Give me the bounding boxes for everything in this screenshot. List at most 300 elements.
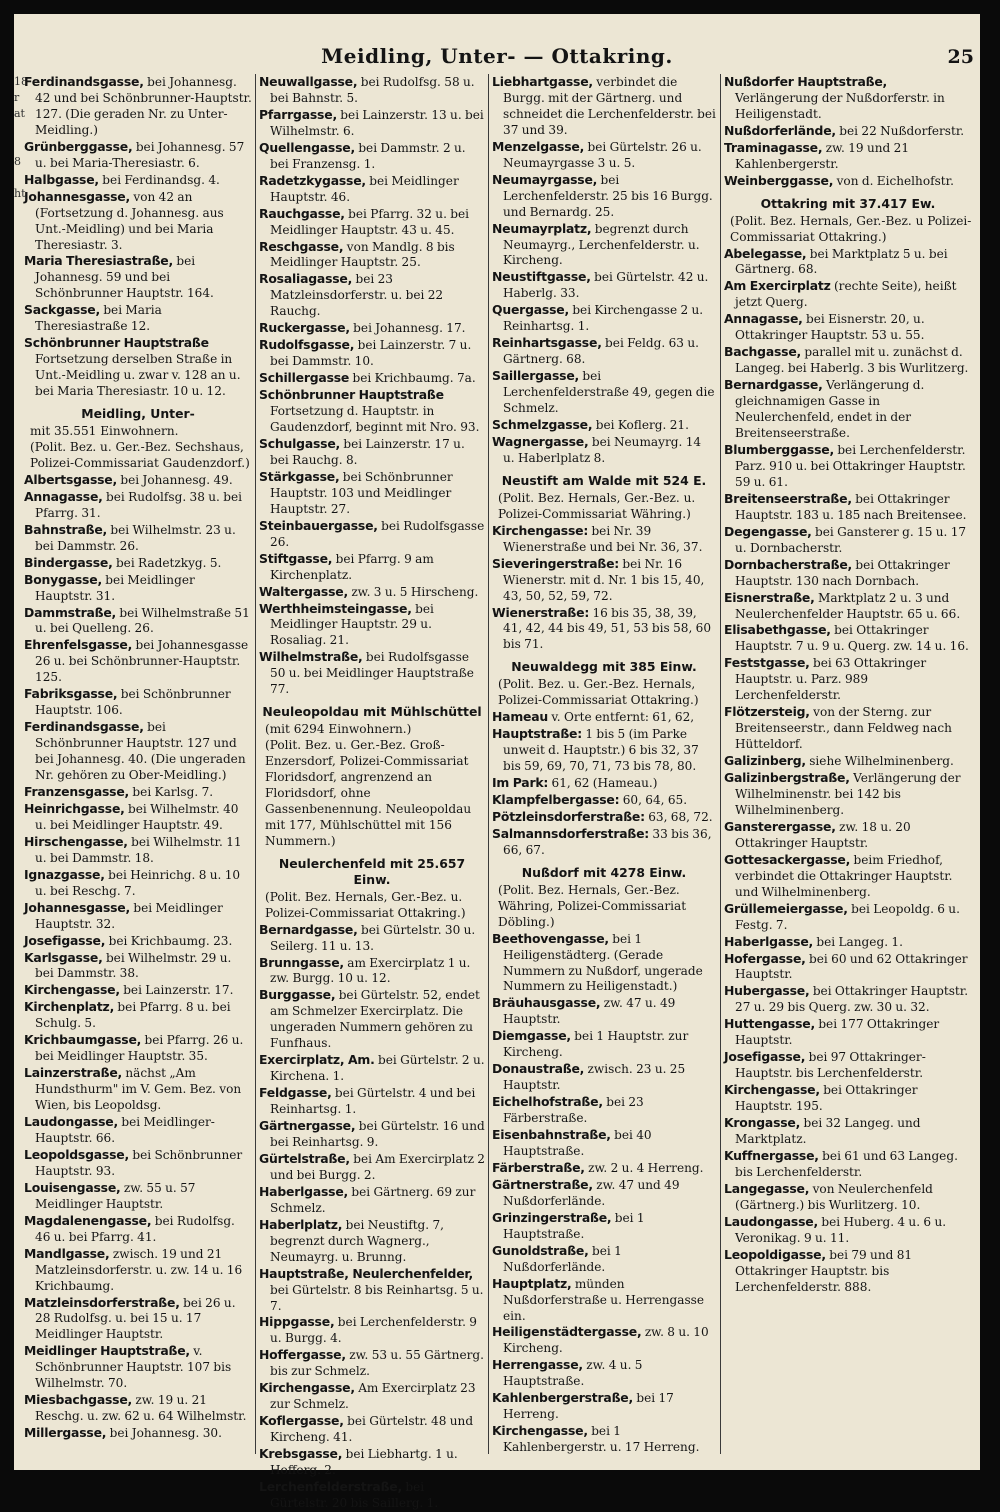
street-location: bei 23 Färberstraße. [503,1095,644,1126]
street-location: zw. 2 u. 4 Herreng. [584,1160,704,1175]
street-name: Degengasse, [724,523,812,539]
street-location: Fortsetzung derselben Straße in Unt.-Meidling u. zwar v. 128 an u. bei Maria Theresiastr. 10 u. 12. [35,352,241,399]
street-location: bei Eisnerstr. 20, u. Ottakringer Hauptstr. 53 u. 55. [735,312,925,343]
street-name: Liebhartgasse, [492,74,593,89]
street-location: bei Johannesg. 57 u. bei Maria-Theresiastr. 6. [35,139,245,170]
street-entry [492,1028,716,1061]
street-name: Im Park: [492,775,549,791]
street-name: Bräuhausgasse, [492,995,601,1011]
street-location: bei Ottakringer Hauptstr. 195. [735,1083,918,1114]
street-entry [492,1324,716,1357]
street-entry [259,320,485,337]
street-name: Magdalenengasse, [24,1212,152,1228]
street-name: Hauptstraße: [492,726,582,742]
street-entry [492,775,716,792]
street-entry [492,1423,716,1456]
street-entry [492,1357,716,1390]
street-name: Neuwallgasse, [259,74,358,89]
street-entry [724,246,972,279]
street-name: Mandlgasse, [24,1245,110,1261]
street-name: Bachgasse, [724,344,802,360]
margin-fragment [14,218,22,234]
street-name: Elisabethgasse, [724,622,831,638]
district-note: (Polit. Bez. u. Ger.-Bez. Hernals, Polizei-Commissariat Ottakring.) [498,677,699,708]
street-name: Eisenbahnstraße, [492,1127,611,1143]
street-location: bei Pfarrg. 26 u. bei Meidlinger Hauptstr. 35. [35,1033,244,1064]
street-name: Schmelzgasse, [492,417,593,433]
street-entry [259,469,485,518]
street-entry [724,1148,972,1181]
street-location: bei Pfarrg. 32 u. bei Meidlinger Hauptstr. 43 u. 45. [270,206,470,237]
street-name: Haberlgasse, [259,1183,349,1199]
street-entry [24,933,252,950]
street-entry [724,140,972,173]
street-location: bei Lainzerstr. 17. [119,983,234,998]
street-entry [724,1115,972,1148]
street-entry [492,1127,716,1160]
street-entry [259,140,485,173]
district-heading: Neustift am Walde mit 524 E. [501,472,707,488]
street-location: bei Rudolfsgasse 26. [270,518,485,549]
margin-fragment [14,282,22,298]
street-name: Josefigasse, [24,932,106,948]
street-name: Albertsgasse, [24,471,118,487]
street-location: bei Schönbrunner Hauptstr. 93. [35,1147,243,1178]
street-name: Kirchengasse, [24,982,120,998]
street-location: bei Gürtelstr. 20 bis Saillerg. 1. [270,1480,439,1510]
street-entry [24,784,252,801]
street-name: Bernardgasse, [259,921,358,937]
street-entry [492,221,716,270]
street-location: 60, 64, 65. [619,792,688,807]
street-name: Stiftgasse, [259,550,333,566]
street-name: Heiligenstädtergasse, [492,1324,642,1340]
street-name: Donaustraße, [492,1061,585,1077]
street-location: bei 17 Herreng. [503,1391,674,1422]
margin-fragment [14,122,22,138]
street-name: Reinhartsgasse, [492,335,602,351]
street-location: bei Pfarrg. 9 am Kirchenplatz. [270,551,434,582]
street-location: bei Schönbrunner Hauptstr. 127 und bei Johannesg. 40. (Die ungeraden Nr. gehören zu Ober-Meidling.) [35,720,246,783]
street-entry [492,709,716,726]
street-location: bei Meidlinger Hauptstr. 46. [270,173,459,204]
column-divider [255,74,256,1454]
street-entry [259,518,485,551]
street-entry [259,1085,485,1118]
street-entry [24,189,252,254]
street-location: bei Pfarrg. 8 u. bei Schulg. 5. [35,1000,231,1031]
street-location: bei Johannesgasse 26 u. bei Schönbrunner-Hauptstr. 125. [35,638,249,685]
street-name: Abelegasse, [724,245,807,261]
street-name: Lainzerstraße, [24,1065,123,1081]
street-location: bei Rudolfsg. 46 u. bei Pfarrg. 41. [35,1213,235,1244]
street-name: Annagasse, [724,311,803,327]
street-location: bei Johannesg. 42 und bei Schönbrunner-Hauptstr. 127. (Die geraden Nr. zu Unter-Meidling.) [35,75,252,137]
street-location: bei Gansterer g. 15 u. 17 u. Dornbacherstr. [735,524,967,555]
street-location: Fortsetzung d. Hauptstr. in Gaudenzdorf, beginnt mit Nro. 93. [270,404,480,435]
street-entry [492,1177,716,1210]
street-name: Laudongasse, [24,1114,118,1130]
street-entry [259,922,485,955]
street-location: bei 177 Ottakringer Hauptstr. [735,1017,940,1048]
street-location: bei Meidlinger-Hauptstr. 66. [35,1115,215,1145]
street-location: bei Lainzerstr. 13 u. bei Wilhelmstr. 6. [270,107,484,138]
street-location: bei Langeg. 1. [813,934,903,949]
street-location: bei Gürtelstr. 30 u. Seilerg. 11 u. 13. [270,922,476,953]
street-location: bei Koflerg. 21. [592,418,689,433]
street-name: Kirchengasse, [724,1082,820,1098]
street-name: Schönbrunner Hauptstraße [259,387,444,403]
street-location: Verlängerung d. gleichnamigen Gasse in Neulerchenfeld, endet in der Breitenseerstraße. [735,378,925,441]
district-note: mit 35.551 Einwohnern. [30,424,179,439]
street-entry [24,999,252,1032]
street-name: Beethovengasse, [492,930,609,946]
street-location: beim Friedhof, verbindet die Ottakringer Hauptstr. und Wilhelminenberg. [735,852,953,899]
street-location: bei 79 und 81 Ottakringer Hauptstr. bis Lerchenfelderstr. 888. [735,1247,913,1294]
street-location: bei Rudolfsg. 58 u. bei Bahnstr. 5. [270,75,475,105]
street-name: Grünberggasse, [24,138,133,154]
street-entry [724,173,972,190]
street-location: bei Lainzerstr. 7 u. bei Dammstr. 10. [270,338,472,369]
street-location: am Exercirplatz 1 u. zw. Burgg. 10 u. 12. [270,955,471,986]
street-entry [492,302,716,335]
street-name: Haberlgasse, [724,933,814,949]
street-name: Ferdinandsgasse, [24,719,144,735]
street-entry [259,1380,485,1413]
margin-fragment: at [14,107,25,120]
street-name: Fabriksgasse, [24,686,118,702]
district-heading: Neuleopoldau mit Mühlschüttel [262,704,482,720]
street-entry [724,1016,972,1049]
street-name: Krongasse, [724,1115,801,1131]
street-name: Salmannsdorferstraße: [492,825,650,841]
street-entry [492,826,716,859]
street-location: bei Krichbaumg. 23. [105,933,233,948]
street-name: Maria Theresiastraße, [24,253,173,269]
street-location: von d. Eichelhofstr. [833,173,954,188]
street-name: Miesbachgasse, [24,1392,133,1408]
district-note: (Polit. Bez. u. Ger.-Bez. Sechshaus, Polizei-Commissariat Gaudenzdorf.) [30,439,250,470]
street-entry [492,809,716,826]
street-location: bei Johannesg. 17. [349,321,466,336]
street-location: parallel mit u. zunächst d. Langeg. bei Haberlg. 3 bis Wurlitzerg. [735,345,969,376]
street-name: Ehrenfelsgasse, [24,637,133,653]
street-location: bei Maria Theresiastraße 12. [35,303,162,334]
street-entry [24,139,252,172]
street-location: bei Wilhelmstraße 51 u. bei Quelleng. 26. [35,605,250,636]
street-entry [724,704,972,753]
street-location: v. Schönbrunner Hauptstr. 107 bis Wilhelmstr. 70. [35,1344,232,1391]
street-location: bei 1 Nußdorferlände. [503,1243,622,1274]
street-name: Heinrichgasse, [24,800,125,816]
street-location: bei Gärtnerg. 69 zur Schmelz. [270,1184,476,1215]
street-name: Sieveringerstraße: [492,555,620,571]
street-entry [259,1052,485,1085]
street-name: Burggasse, [259,987,336,1003]
street-name: Hoffergasse, [259,1347,346,1363]
street-location: bei Schönbrunner Hauptstr. 103 und Meidlinger Hauptstr. 27. [270,469,453,516]
district-note: (Polit. Bez. Hernals, Ger.-Bez. u. Polizei-Commissariat Ottakring.) [265,889,466,920]
street-entry [24,74,252,139]
street-location: bei Am Exercirplatz 2 und bei Burgg. 2. [270,1151,485,1182]
street-location: bei Marktplatz 5 u. bei Gärtnerg. 68. [735,246,948,277]
district-note: (Polit. Bez. u. Ger.-Bez. Groß-Enzersdorf, Polizei-Commissariat Floridsdorf, angrenzend an Floridsdorf, ohne Gassenbenennung. Neuleopoldau mit 177, Mühlschüttel mit 156 Nummern.) [265,738,472,848]
street-entry [259,955,485,988]
street-name: Kirchenplatz, [24,999,115,1015]
street-name: Bindergasse, [24,554,113,570]
street-entry [724,123,972,140]
street-entry [24,1032,252,1065]
street-name: Louisengasse, [24,1179,121,1195]
street-entry [259,173,485,206]
street-entry [492,1061,716,1094]
street-entry [24,1425,252,1442]
street-name: Lerchenfelderstraße, [259,1479,403,1495]
street-name: Franzensgasse, [24,783,130,799]
street-name: Ferdinandsgasse, [24,74,144,89]
margin-fragment [14,234,22,250]
street-name: Grüllemeiergasse, [724,900,848,916]
street-location: von Mandlg. 8 bis Meidlinger Hauptstr. 25. [270,239,455,270]
street-location: bei 1 Hauptstraße. [503,1210,645,1241]
street-location: zw. 19 und 21 Kahlenbergerstr. [735,140,910,171]
street-name: Gürtelstraße, [259,1150,350,1166]
street-name: Gunoldstraße, [492,1242,589,1258]
street-location: bei Lerchenfelderstr. Parz. 910 u. bei Ottakringer Hauptstr. 59 u. 61. [735,442,966,489]
street-location: 33 bis 36, 66, 67. [503,826,712,857]
street-entry [259,436,485,469]
street-entry [492,1390,716,1423]
street-location: siehe Wilhelminenberg. [805,754,954,769]
street-name: Pötzleinsdorferstraße: [492,808,645,824]
street-location: bei Johannesg. 30. [106,1426,222,1441]
street-location: bei Kirchengasse 2 u. Reinhartsg. 1. [503,303,704,334]
street-location: bei Gürtelstr. 16 und bei Reinhartsg. 9. [270,1119,485,1149]
street-location: bei Gürtelstr. 4 und bei Reinhartsg. 1. [270,1086,476,1117]
street-entry [259,370,485,387]
street-location: von der Sterng. zur Breitenseerstr., dann Feldweg nach Hütteldorf. [735,705,952,752]
street-entry [724,74,972,123]
street-location: Am Exercirplatz 23 zur Schmelz. [270,1381,476,1412]
street-entry [492,1210,716,1243]
street-name: Flötzersteig, [724,704,810,720]
street-entry [492,368,716,417]
street-entry [724,344,972,377]
street-location: bei 32 Langeg. und Marktplatz. [735,1116,921,1146]
street-name: Hippgasse, [259,1314,335,1330]
district-heading: Neulerchenfeld mit 25.657 Einw. [278,855,466,887]
street-name: Hirschengasse, [24,833,128,849]
street-location: bei Huberg. 4 u. 6 u. Veronikag. 9 u. 11. [735,1214,947,1245]
street-entry [259,1413,485,1446]
street-name: Nußdorferlände, [724,122,836,138]
district-note: (Polit. Bez. Hernals, Ger.-Bez. u Polizei-Commissariat Ottakring.) [730,213,972,244]
street-location: bei Feldg. 63 u. Gärtnerg. 68. [503,336,699,367]
street-entry [259,1266,485,1315]
street-location: bei Krichbaumg. 7a. [349,371,476,386]
street-entry [259,1184,485,1217]
street-entry [724,622,972,655]
street-location: bei Johannesg. 59 und bei Schönbrunner Hauptstr. 164. [35,254,214,301]
street-entry [259,1118,485,1151]
street-location: verbindet die Burgg. mit der Gärtnerg. und schneidet die Lerchenfelderstr. bei 37 und 39. [503,75,716,137]
column-3 [492,74,716,1464]
street-name: Wienerstraße: [492,604,590,620]
street-location: münden Nußdorferstraße u. Herrengasse ein. [503,1276,705,1323]
street-location: 61, 62 (Hameau.) [548,776,658,791]
street-entry [492,556,716,605]
street-entry [492,1276,716,1325]
street-entry [724,1082,972,1115]
street-location: bei Gürtelstr. 26 u. Neumayrgasse 3 u. 5. [503,139,702,170]
street-location: bei Neumayrg. 14 u. Haberlplatz 8. [503,434,702,465]
street-entry [259,601,485,650]
street-location: 16 bis 35, 38, 39, 41, 42, 44 bis 49, 51, 53 bis 58, 60 bis 71. [503,605,712,652]
street-name: Werthheimsteingasse, [259,600,412,616]
street-entry [724,442,972,491]
street-entry [24,253,252,302]
street-location: bei Meidlinger Hauptstr. 32. [35,900,223,931]
margin-fragment: r [14,91,20,104]
street-entry [492,139,716,172]
street-location: bei Rudolfsgasse 50 u. bei Meidlinger Hauptstraße 77. [270,650,474,697]
street-entry [24,335,252,400]
street-entry [24,1213,252,1246]
street-name: Blumberggasse, [724,441,834,457]
street-entry [259,1314,485,1347]
street-entry [24,1295,252,1344]
street-location: begrenzt durch Neumayrg., Lerchenfelderstr. u. Kircheng. [503,221,700,268]
street-entry [724,557,972,590]
street-entry [259,649,485,698]
street-name: Meidlinger Hauptstraße, [24,1343,190,1359]
street-name: Rudolfsgasse, [259,337,355,353]
street-name: Krichbaumgasse, [24,1032,142,1048]
street-location: bei Dammstr. 2 u. bei Franzensg. 1. [270,140,466,171]
street-name: Neumayrplatz, [492,220,592,236]
street-name: Eisnerstraße, [724,589,815,605]
street-location: bei 1 Kahlenbergerstr. u. 17 Herreng. [503,1424,700,1455]
street-name: Neustiftgasse, [492,269,591,285]
street-name: Traminagasse, [724,139,823,155]
street-entry [724,753,972,770]
street-name: Am Exercirplatz [724,278,831,294]
street-location: bei Wilhelmstr. 23 u. bei Dammstr. 26. [35,522,236,553]
margin-fragment: ht [14,187,26,200]
street-name: Stärkgasse, [259,468,340,484]
street-name: Galizinberg, [724,753,806,769]
street-name: Wagnergasse, [492,433,589,449]
street-location: bei 97 Ottakringer-Hauptstr. bis Lerchenfelderstr. [735,1050,926,1081]
street-entry [259,1217,485,1266]
street-location: zw. 8 u. 10 Kircheng. [503,1325,709,1356]
street-location: bei Wilhelmstr. 11 u. bei Dammstr. 18. [35,834,242,865]
street-name: Waltergasse, [259,583,348,599]
street-entry [724,491,972,524]
street-location: bei Radetzkyg. 5. [112,555,222,570]
street-location: bei Karlsg. 7. [129,784,214,799]
street-name: Galizinbergstraße, [724,770,850,786]
street-name: Kirchengasse, [259,1380,355,1396]
street-name: Ruckergasse, [259,320,350,336]
street-name: Schulgasse, [259,435,341,451]
street-location: bei 61 und 63 Langeg. bis Lerchenfelderstr. [735,1148,958,1179]
street-entry [24,489,252,522]
street-location: 63, 68, 72. [644,809,713,824]
street-location: bei Meidlinger Hauptstr. 29 u. Rosaliag. 21. [270,601,434,648]
street-name: Herrengasse, [492,1357,583,1373]
street-entry [24,900,252,933]
street-name: Ignazgasse, [24,866,105,882]
street-name: Kahlenbergerstraße, [492,1390,634,1406]
street-name: Bonygasse, [24,571,102,587]
street-location: bei 63 Ottakringer Hauptstr. u. Parz. 989 Lerchenfelderstr. [735,656,927,703]
street-name: Gansterergasse, [724,818,836,834]
street-name: Menzelgasse, [492,138,585,154]
page-header [14,44,980,76]
street-name: Rauchgasse, [259,205,345,221]
street-entry [259,551,485,584]
street-location: bei 23 Matzleinsdorferstr. u. bei 22 Rauchg. [270,272,444,319]
district-note: (Polit. Bez. Hernals, Ger.-Bez. Währing, Polizei-Commissariat Döbling.) [498,882,687,929]
street-location: bei Leopoldg. 6 u. Festg. 7. [735,901,960,932]
street-name: Dammstraße, [24,604,117,620]
district-note: (Polit. Bez. Hernals, Ger.-Bez. u. Polizei-Commissariat Währing.) [498,490,696,521]
margin-fragment [14,266,22,282]
street-entry [259,74,485,107]
street-location: nächst „Am Hundsthurm" im V. Gem. Bez. von Wien, bis Leopoldsg. [35,1066,242,1113]
street-entry [724,1181,972,1214]
street-location: bei Ottakringer Hauptstr. 27 u. 29 bis Querg. zw. 30 u. 32. [735,984,969,1015]
column-divider [720,74,721,1454]
street-entry [24,1180,252,1213]
street-name: Neumayrgasse, [492,171,598,187]
street-name: Feststgasse, [724,655,810,671]
street-entry [724,278,972,311]
street-location: bei Rudolfsg. 38 u. bei Pfarrg. 31. [35,489,243,520]
street-location: bei Lainzerstr. 17 u. bei Rauchg. 8. [270,436,465,467]
margin-fragment: 8 [14,155,21,168]
street-name: Hauptstraße, Neulerchenfelder, [259,1265,474,1281]
street-name: Diemgasse, [492,1028,571,1044]
street-location: bei Heinrichg. 8 u. 10 u. bei Reschg. 7. [35,867,241,898]
street-location: Marktplatz 2 u. 3 und Neulerchenfelder Hauptstr. 65 u. 66. [735,590,961,621]
street-name: Nußdorfer Hauptstraße, [724,74,888,89]
street-location: bei Lerchenfelderstr. 9 u. Burgg. 4. [270,1315,477,1346]
column-4 [724,74,972,1464]
street-name: Haberlplatz, [259,1216,343,1232]
street-name: Koflergasse, [259,1413,344,1429]
street-entry [259,1479,485,1512]
margin-fragment: 18 [14,75,28,88]
street-entry [24,1147,252,1180]
street-entry [492,523,716,556]
street-name: Färberstraße, [492,1159,585,1175]
street-name: Josefigasse, [724,1049,806,1065]
street-location: bei 1 Hauptstr. zur Kircheng. [503,1029,689,1060]
street-location: bei Meidlinger Hauptstr. 31. [35,572,195,603]
street-entry [492,417,716,434]
street-name: Hameau [492,709,549,725]
street-entry [259,337,485,370]
street-location: v. Orte entfernt: 61, 62, [548,710,695,725]
street-location: bei 1 Heiligenstädterg. (Gerade Nummern zu Nußdorf, ungerade Nummern zu Heiligenstadt.) [503,931,703,994]
district-note: (mit 6294 Einwohnern.) [265,722,412,737]
street-location: bei Gürtelstr. 8 bis Reinhartsg. 5 u. 7. [270,1282,484,1313]
street-entry [259,1151,485,1184]
street-name: Radetzkygasse, [259,172,366,188]
street-name: Matzleinsdorferstraße, [24,1294,180,1310]
